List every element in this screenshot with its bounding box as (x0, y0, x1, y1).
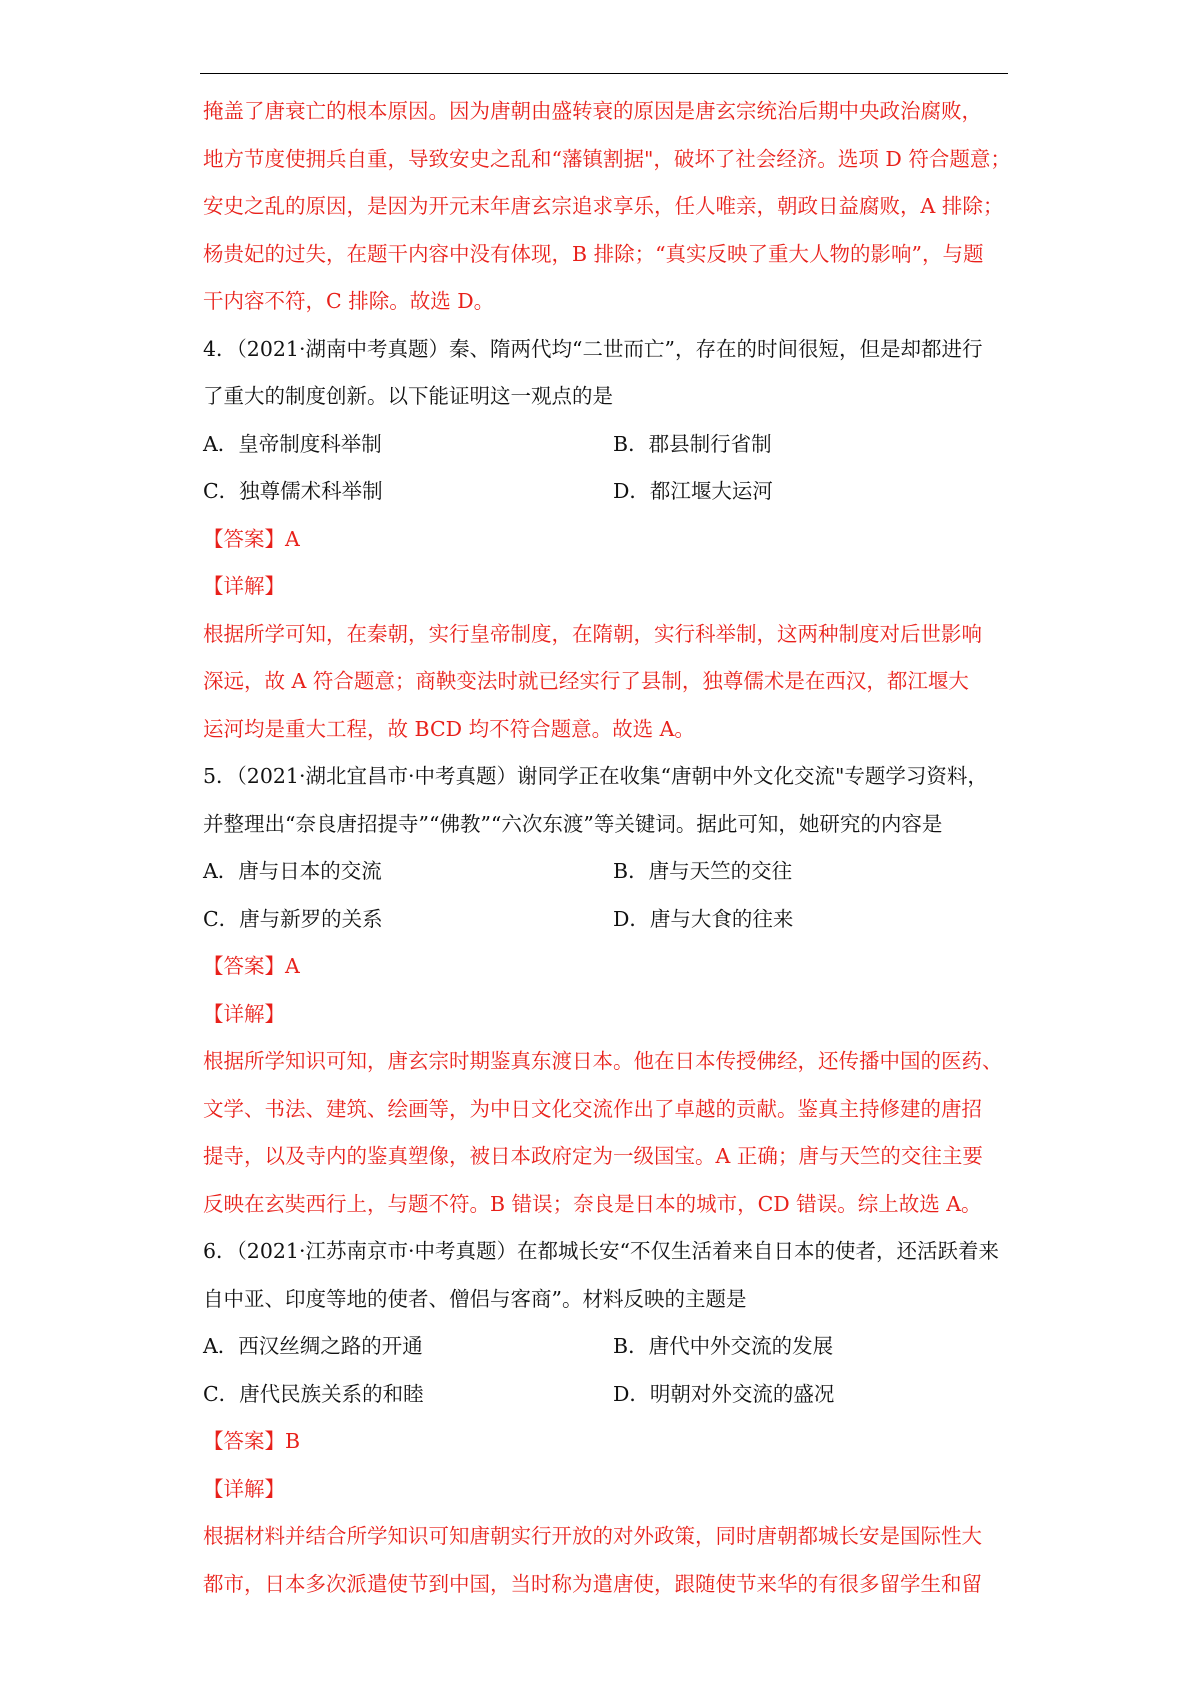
explanation-line: 根据所学可知，在秦朝，实行皇帝制度，在隋朝，实行科举制，这两种制度对后世影响 (203, 621, 982, 646)
answer-line (203, 516, 1023, 564)
option-d: D．明朝对外交流的盛况 (613, 1381, 835, 1406)
explain-label: 【详解】 (203, 574, 285, 598)
options-row (203, 1323, 1023, 1371)
prev-explanation (203, 88, 1023, 326)
question-stem: 6．（2021·江苏南京市·中考真题）在都城长安“不仅生活着来自日本的使者，还活跃着来 (203, 1239, 999, 1263)
option-c: C．唐代民族关系的和睦 (203, 1381, 424, 1406)
explanation-line: 文学、书法、建筑、绘画等，为中日文化交流作出了卓越的贡献。鉴真主持修建的唐招 (203, 1096, 982, 1121)
explanation-line: 运河均是重大工程，故 BCD 均不符合题意。故选 A。 (203, 716, 695, 741)
option-c: C．唐与新罗的关系 (203, 906, 383, 931)
explanation-line: 提寺，以及寺内的鉴真塑像，被日本政府定为一级国宝。A 正确；唐与天竺的交往主要 (203, 1144, 983, 1168)
explanation-line: 都市，日本多次派遣使节到中国，当时称为遣唐使，跟随使节来华的有很多留学生和留 (203, 1571, 982, 1596)
question-4 (203, 326, 1023, 754)
options-row (203, 468, 1023, 516)
header-rule (200, 73, 1008, 74)
explain-label: 【详解】 (203, 1476, 285, 1501)
explanation-line: 地方节度使拥兵自重，导致安史之乱和“藩镇割据"，破坏了社会经济。选项 D 符合题意； (203, 146, 1011, 171)
options-row (203, 421, 1023, 469)
answer-label: 【答案】 (203, 954, 285, 978)
explain-label: 【详解】 (203, 1001, 285, 1026)
question-stem: 5．（2021·湖北宜昌市·中考真题）谢同学正在收集“唐朝中外文化交流"专题学习资料， (203, 764, 988, 788)
option-d: D．都江堰大运河 (613, 479, 773, 503)
question-stem: 自中亚、印度等地的使者、僧侣与客商”。材料反映的主题是 (203, 1286, 747, 1311)
option-c: C．独尊儒术科举制 (203, 479, 383, 503)
option-a: A．西汉丝绸之路的开通 (203, 1334, 423, 1358)
options-row (203, 896, 1023, 944)
explanation-line: 杨贵妃的过失，在题干内容中没有体现，B 排除；“真实反映了重大人物的影响”，与题 (203, 241, 984, 266)
answer-value: A (285, 954, 300, 978)
answer-value: B (285, 1429, 301, 1453)
explanation-line: 深远，故 A 符合题意；商鞅变法时就已经实行了县制，独尊儒术是在西汉，都江堰大 (203, 669, 969, 693)
option-d: D．唐与大食的往来 (613, 906, 794, 931)
question-6 (203, 1228, 1023, 1608)
option-b: B．唐与天竺的交往 (613, 859, 793, 883)
option-a: A．唐与日本的交流 (203, 859, 382, 883)
options-row (203, 1371, 1023, 1419)
answer-label: 【答案】 (203, 526, 285, 551)
explanation-line: 根据所学知识可知，唐玄宗时期鉴真东渡日本。他在日本传授佛经，还传播中国的医药、 (203, 1049, 1003, 1073)
explanation-line: 掩盖了唐衰亡的根本原因。因为唐朝由盛转衰的原因是唐玄宗统治后期中央政治腐败， (203, 99, 982, 123)
explanation-line: 干内容不符，C 排除。故选 D。 (203, 289, 495, 313)
answer-value: A (285, 526, 300, 551)
answer-line (203, 1418, 1023, 1466)
answer-label: 【答案】 (203, 1429, 285, 1453)
page-content (203, 88, 1023, 1608)
question-5 (203, 753, 1023, 1228)
option-a: A．皇帝制度科举制 (203, 431, 382, 456)
option-b: B．郡县制行省制 (613, 431, 772, 456)
question-stem: 4．（2021·湖南中考真题）秦、隋两代均“二世而亡”，存在的时间很短，但是却都进行 (203, 336, 983, 361)
explanation-line: 反映在玄奘西行上，与题不符。B 错误；奈良是日本的城市，CD 错误。综上故选 A。 (203, 1191, 982, 1216)
option-b: B．唐代中外交流的发展 (613, 1334, 834, 1358)
explanation-line: 根据材料并结合所学知识可知唐朝实行开放的对外政策，同时唐朝都城长安是国际性大 (203, 1524, 982, 1548)
question-stem: 了重大的制度创新。以下能证明这一观点的是 (203, 384, 613, 408)
options-row (203, 848, 1023, 896)
explanation-line: 安史之乱的原因，是因为开元末年唐玄宗追求享乐，任人唯亲，朝政日益腐败，A 排除； (203, 194, 1004, 218)
question-stem: 并整理出“奈良唐招提寺”“佛教”“六次东渡”等关键词。据此可知，她研究的内容是 (203, 811, 943, 836)
answer-line (203, 943, 1023, 991)
